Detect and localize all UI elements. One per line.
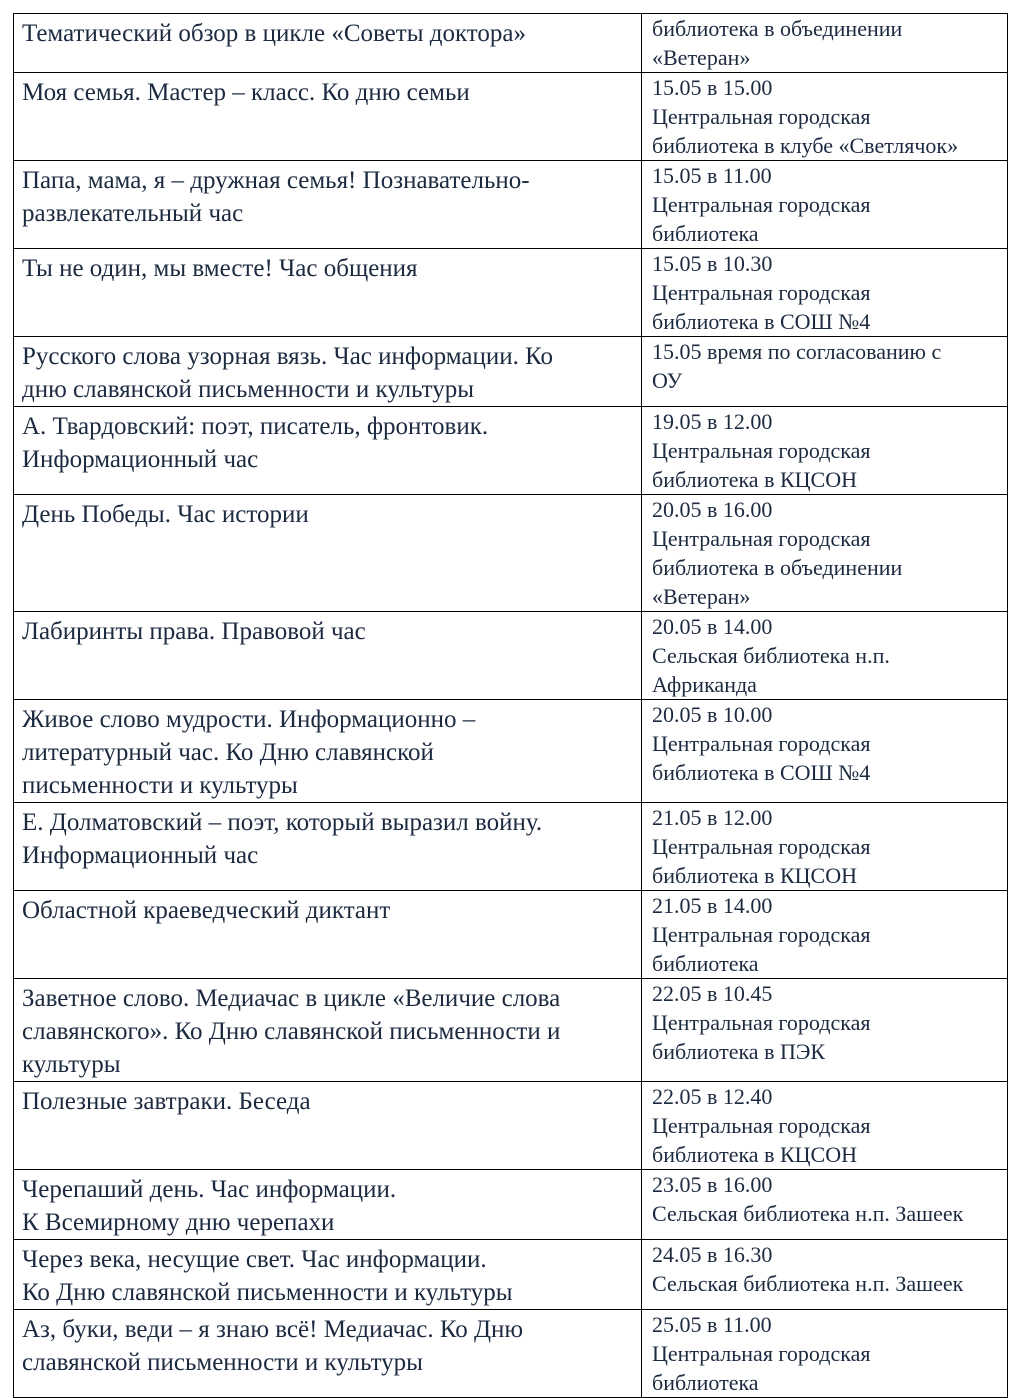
event-schedule: 22.05 в 12.40 Центральная городская библиотека в КЦСОН	[652, 1084, 871, 1167]
event-cell	[14, 337, 642, 407]
event-cell	[14, 612, 642, 700]
schedule-cell	[642, 73, 1008, 161]
schedule-cell	[642, 803, 1008, 891]
event-title: Заветное слово. Медиачас в цикле «Величие слова славянского». Ко Дню славянской письменности и культуры	[22, 985, 561, 1078]
event-schedule: 22.05 в 10.45 Центральная городская библиотека в ПЭК	[652, 981, 871, 1064]
table-row	[14, 407, 1008, 495]
event-schedule: 24.05 в 16.30 Сельская библиотека н.п. Зашеек	[652, 1242, 964, 1296]
table-row	[14, 337, 1008, 407]
event-cell	[14, 1310, 642, 1398]
event-cell	[14, 979, 642, 1082]
event-cell	[14, 407, 642, 495]
event-cell	[14, 495, 642, 612]
event-title: Тематический обзор в цикле «Советы доктора»	[22, 20, 526, 47]
event-cell	[14, 1240, 642, 1310]
table-row	[14, 249, 1008, 337]
event-cell	[14, 891, 642, 979]
event-schedule: библиотека в объединении «Ветеран»	[652, 16, 903, 70]
event-schedule: 15.05 время по согласованию с ОУ	[652, 339, 942, 393]
schedule-cell	[642, 161, 1008, 249]
event-title: Через века, несущие свет. Час информации. Ко Дню славянской письменности и культуры	[22, 1246, 513, 1306]
schedule-cell	[642, 1082, 1008, 1170]
event-schedule: 23.05 в 16.00 Сельская библиотека н.п. Зашеек	[652, 1172, 964, 1226]
event-cell	[14, 249, 642, 337]
schedule-cell	[642, 979, 1008, 1082]
event-title: А. Твардовский: поэт, писатель, фронтовик. Информационный час	[22, 413, 489, 473]
event-title: День Победы. Час истории	[22, 501, 309, 528]
schedule-cell	[642, 1240, 1008, 1310]
event-title: Областной краеведческий диктант	[22, 897, 391, 924]
table-row	[14, 1240, 1008, 1310]
event-schedule: 21.05 в 14.00 Центральная городская библиотека	[652, 893, 871, 976]
schedule-cell	[642, 700, 1008, 803]
table-row	[14, 612, 1008, 700]
table-row	[14, 161, 1008, 249]
table-row	[14, 73, 1008, 161]
event-title: Черепаший день. Час информации. К Всемирному дню черепахи	[22, 1176, 397, 1236]
event-cell	[14, 700, 642, 803]
event-title: Моя семья. Мастер – класс. Ко дню семьи	[22, 79, 470, 106]
event-schedule: 25.05 в 11.00 Центральная городская библиотека	[652, 1312, 871, 1395]
schedule-cell	[642, 1170, 1008, 1240]
schedule-cell	[642, 14, 1008, 73]
table-row	[14, 14, 1008, 73]
table-row	[14, 803, 1008, 891]
event-title: Лабиринты права. Правовой час	[22, 618, 366, 645]
table-row	[14, 1310, 1008, 1398]
event-cell	[14, 14, 642, 73]
event-schedule: 21.05 в 12.00 Центральная городская библиотека в КЦСОН	[652, 805, 871, 888]
event-cell	[14, 1170, 642, 1240]
event-cell	[14, 73, 642, 161]
schedule-cell	[642, 337, 1008, 407]
event-title: Русского слова узорная вязь. Час информации. Ко дню славянской письменности и культуры	[22, 343, 554, 403]
event-cell	[14, 803, 642, 891]
schedule-cell	[642, 495, 1008, 612]
event-schedule: 19.05 в 12.00 Центральная городская библиотека в КЦСОН	[652, 409, 871, 492]
schedule-cell	[642, 891, 1008, 979]
table-row	[14, 495, 1008, 612]
table-row	[14, 979, 1008, 1082]
event-schedule: 15.05 в 11.00 Центральная городская библиотека	[652, 163, 871, 246]
events-table	[13, 13, 1008, 1398]
table-row	[14, 1170, 1008, 1240]
event-schedule: 15.05 в 10.30 Центральная городская библиотека в СОШ №4	[652, 251, 871, 334]
event-title: Полезные завтраки. Беседа	[22, 1088, 311, 1115]
table-row	[14, 700, 1008, 803]
event-schedule: 20.05 в 14.00 Сельская библиотека н.п. Африканда	[652, 614, 890, 697]
table-row	[14, 891, 1008, 979]
event-title: Аз, буки, веди – я знаю всё! Медиачас. Ко Дню славянской письменности и культуры	[22, 1316, 524, 1376]
event-cell	[14, 1082, 642, 1170]
table-row	[14, 1082, 1008, 1170]
event-cell	[14, 161, 642, 249]
schedule-cell	[642, 407, 1008, 495]
event-schedule: 20.05 в 10.00 Центральная городская библиотека в СОШ №4	[652, 702, 871, 785]
schedule-cell	[642, 1310, 1008, 1398]
event-title: Ты не один, мы вместе! Час общения	[22, 255, 418, 282]
event-title: Папа, мама, я – дружная семья! Познавательно- развлекательный час	[22, 167, 530, 227]
event-schedule: 15.05 в 15.00 Центральная городская библиотека в клубе «Светлячок»	[652, 75, 959, 158]
event-title: Живое слово мудрости. Информационно – литературный час. Ко Дню славянской письменности и культуры	[22, 706, 476, 799]
schedule-cell	[642, 612, 1008, 700]
event-title: Е. Долматовский – поэт, который выразил войну. Информационный час	[22, 809, 543, 869]
event-schedule: 20.05 в 16.00 Центральная городская библиотека в объединении «Ветеран»	[652, 497, 903, 609]
schedule-cell	[642, 249, 1008, 337]
